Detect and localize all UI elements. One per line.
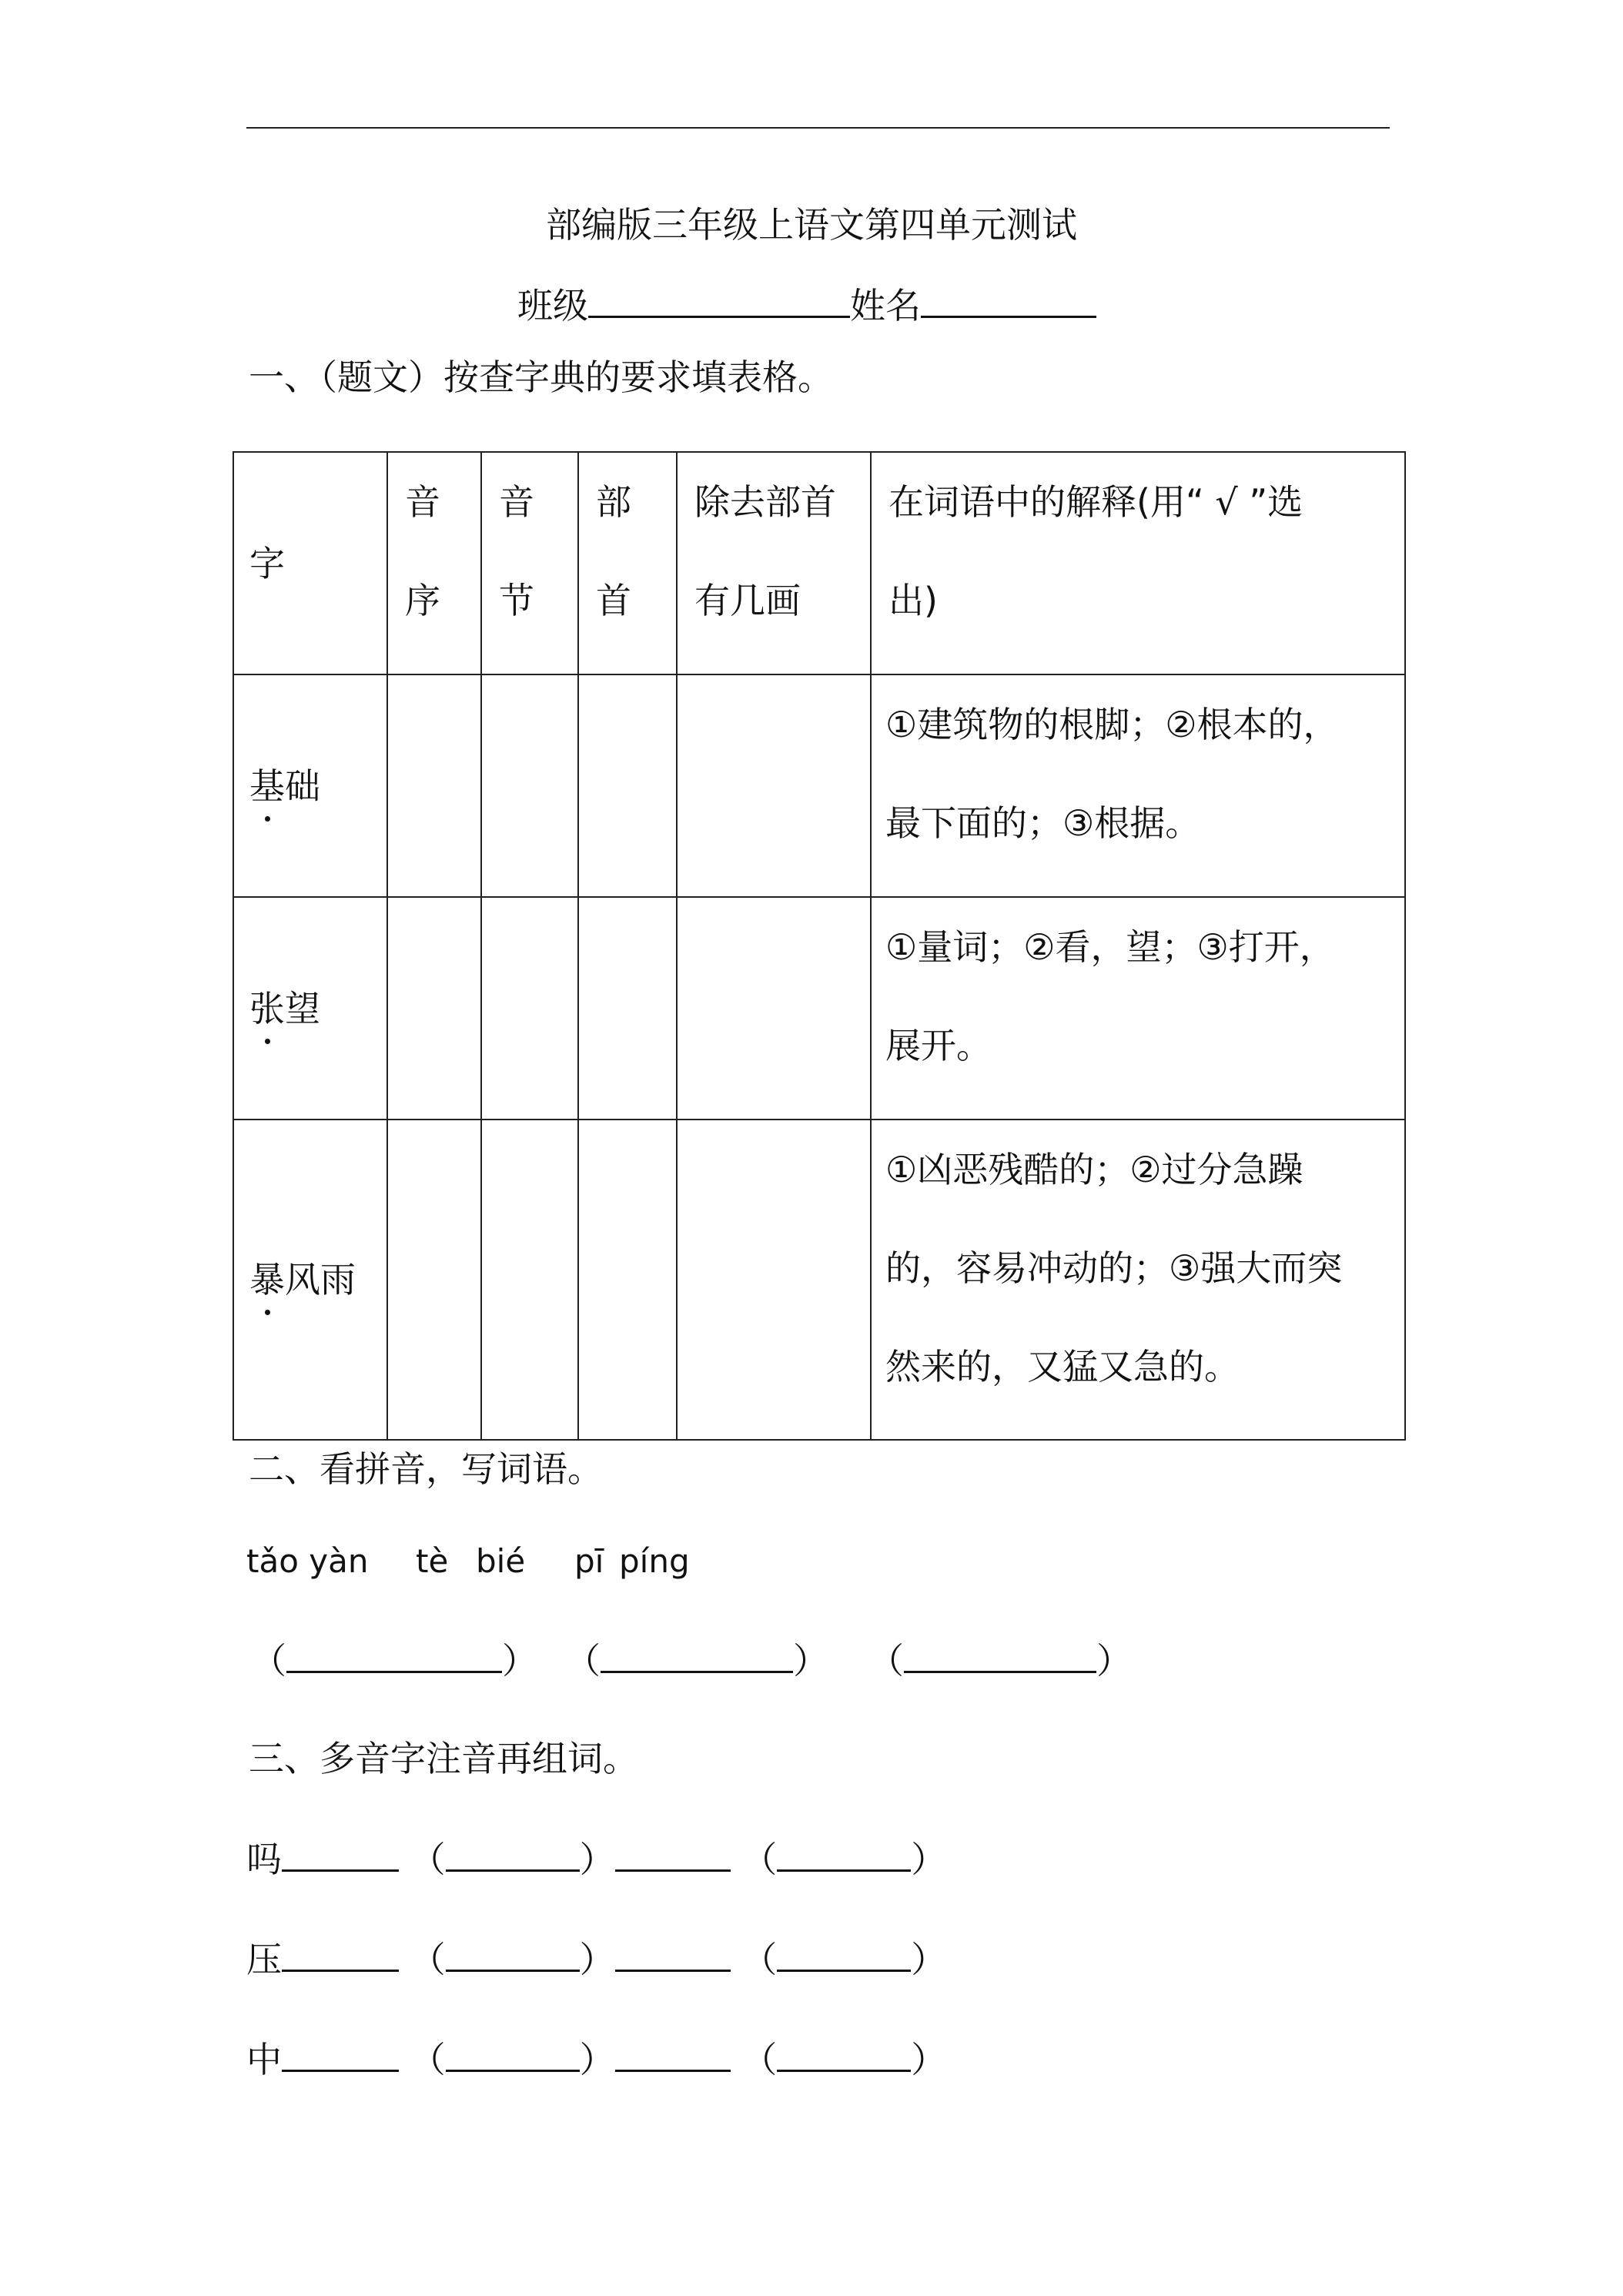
header-bushou: 部 首 bbox=[578, 452, 677, 674]
polyphonic-char: 吗 bbox=[246, 1839, 282, 1880]
answer-cell-yinxu[interactable] bbox=[387, 1120, 481, 1440]
table-row bbox=[233, 1120, 1405, 1440]
pinyin-blank[interactable] bbox=[282, 2033, 399, 2072]
word-blank[interactable] bbox=[446, 1832, 580, 1872]
pinyin-blank[interactable] bbox=[615, 1933, 731, 1972]
meaning-cell[interactable]: ①凶恶残酷的；②过分急躁 的，容易冲动的；③强大而突 然来的，又猛又急的。 bbox=[871, 1120, 1405, 1440]
name-label: 姓名 bbox=[850, 285, 921, 326]
section3-heading: 三、多音字注音再组词。 bbox=[249, 1738, 638, 1779]
pinyin-word: pī bbox=[574, 1542, 604, 1580]
pinyin-answer-3: （ ） bbox=[868, 1634, 1132, 1684]
answer-cell-yinxu[interactable] bbox=[387, 674, 481, 897]
word-cell: 暴风雨 bbox=[233, 1120, 387, 1440]
pinyin-word: píng bbox=[619, 1542, 690, 1580]
meaning-cell[interactable]: ①建筑物的根脚；②根本的， 最下面的；③根据。 bbox=[871, 674, 1405, 897]
answer-blank[interactable] bbox=[286, 1634, 502, 1673]
polyphonic-char: 中 bbox=[246, 2039, 282, 2080]
polyphonic-row: 吗 （ ） （ ） bbox=[246, 1832, 946, 1883]
answer-cell-yinjie[interactable] bbox=[481, 897, 578, 1120]
answer-blank[interactable] bbox=[601, 1634, 793, 1673]
answer-cell-strokes[interactable] bbox=[677, 674, 871, 897]
pinyin-blank[interactable] bbox=[282, 1933, 399, 1972]
page-title: 部编版三年级上语文第四单元测试 bbox=[546, 204, 1077, 246]
header-char: 字 bbox=[233, 452, 387, 674]
header-yinjie: 音 节 bbox=[481, 452, 578, 674]
class-blank[interactable] bbox=[588, 277, 850, 318]
pinyin-word: tǎo yàn bbox=[246, 1542, 369, 1580]
pinyin-word: bié bbox=[476, 1542, 526, 1580]
answer-blank[interactable] bbox=[904, 1634, 1096, 1673]
table-row bbox=[233, 897, 1405, 1120]
word-blank[interactable] bbox=[777, 1933, 911, 1972]
word-blank[interactable] bbox=[446, 2033, 580, 2072]
meaning-cell[interactable]: ①量词；②看，望；③打开， 展开。 bbox=[871, 897, 1405, 1120]
polyphonic-row: 压 （ ） （ ） bbox=[246, 1933, 946, 1983]
answer-cell-bushou[interactable] bbox=[578, 1120, 677, 1440]
answer-cell-bushou[interactable] bbox=[578, 897, 677, 1120]
answer-cell-strokes[interactable] bbox=[677, 1120, 871, 1440]
section2-heading: 二、看拼音，写词语。 bbox=[249, 1448, 603, 1490]
student-info-line bbox=[517, 277, 1096, 329]
polyphonic-char: 压 bbox=[246, 1939, 282, 1980]
polyphonic-row: 中 （ ） （ ） bbox=[246, 2033, 946, 2083]
pinyin-word: tè bbox=[416, 1542, 449, 1580]
table-row bbox=[233, 674, 1405, 897]
answer-cell-bushou[interactable] bbox=[578, 674, 677, 897]
class-label: 班级 bbox=[517, 285, 588, 326]
pinyin-blank[interactable] bbox=[615, 1832, 731, 1872]
answer-cell-yinjie[interactable] bbox=[481, 1120, 578, 1440]
dictionary-table bbox=[233, 451, 1406, 1441]
header-strokes: 除去部首 有几画 bbox=[677, 452, 871, 674]
name-blank[interactable] bbox=[921, 277, 1096, 318]
answer-cell-yinjie[interactable] bbox=[481, 674, 578, 897]
header-meaning: 在词语中的解释(用“ √ ”选 出) bbox=[871, 452, 1405, 674]
pinyin-blank[interactable] bbox=[282, 1832, 399, 1872]
word-blank[interactable] bbox=[446, 1933, 580, 1972]
pinyin-answer-1: （ ） bbox=[251, 1634, 537, 1684]
word-cell: 基础 bbox=[233, 674, 387, 897]
word-blank[interactable] bbox=[777, 2033, 911, 2072]
pinyin-blank[interactable] bbox=[615, 2033, 731, 2072]
answer-cell-strokes[interactable] bbox=[677, 897, 871, 1120]
header-rule bbox=[246, 127, 1390, 129]
word-cell: 张望 bbox=[233, 897, 387, 1120]
table-header-row bbox=[233, 452, 1405, 674]
header-yinxu: 音 序 bbox=[387, 452, 481, 674]
pinyin-answer-2: （ ） bbox=[565, 1634, 828, 1684]
word-blank[interactable] bbox=[777, 1832, 911, 1872]
section1-heading: 一、（题文）按查字典的要求填表格。 bbox=[249, 356, 833, 398]
answer-cell-yinxu[interactable] bbox=[387, 897, 481, 1120]
